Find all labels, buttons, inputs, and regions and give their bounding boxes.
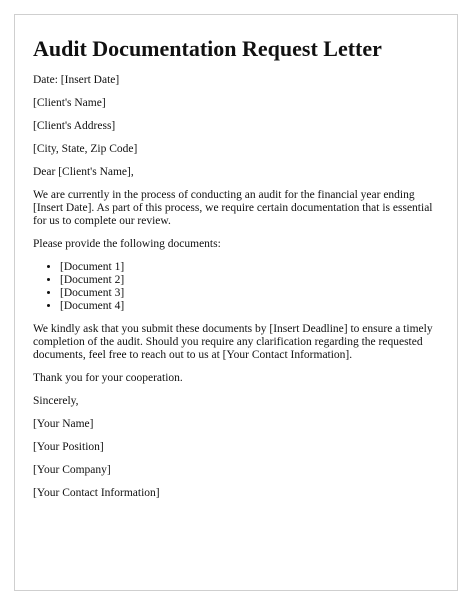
city-state-zip: [City, State, Zip Code] bbox=[33, 143, 138, 155]
date-line: Date: [Insert Date] bbox=[33, 74, 120, 86]
sender-position: [Your Position] bbox=[33, 441, 104, 453]
document-list bbox=[33, 261, 433, 313]
list-intro: Please provide the following documents: bbox=[33, 238, 221, 250]
list-item: • [Document 3] bbox=[60, 287, 433, 300]
closing-line: Sincerely, bbox=[33, 395, 79, 407]
salutation: Dear [Client's Name], bbox=[33, 166, 134, 178]
letter-body bbox=[33, 30, 433, 510]
sender-company: [Your Company] bbox=[33, 464, 111, 476]
sender-name: [Your Name] bbox=[33, 418, 94, 430]
intro-paragraph: We are currently in the process of conducting an audit for the financial year ending [Insert Date]. As part of this process, we require certain documentation that is essential for us to complete our review. bbox=[33, 189, 433, 227]
thanks-line: Thank you for your cooperation. bbox=[33, 372, 183, 384]
list-item: • [Document 4] bbox=[60, 300, 433, 313]
letter-title: Audit Documentation Request Letter bbox=[33, 36, 382, 61]
deadline-paragraph: We kindly ask that you submit these documents by [Insert Deadline] to ensure a timely completion of the audit. Should you require any clarification regarding the requested documents, feel free to reach out to us at [Your Contact Information]. bbox=[33, 323, 433, 361]
client-address: [Client's Address] bbox=[33, 120, 116, 132]
list-item: • [Document 1] bbox=[60, 261, 433, 274]
list-item: • [Document 2] bbox=[60, 274, 433, 287]
client-name: [Client's Name] bbox=[33, 97, 106, 109]
sender-contact: [Your Contact Information] bbox=[33, 487, 160, 499]
